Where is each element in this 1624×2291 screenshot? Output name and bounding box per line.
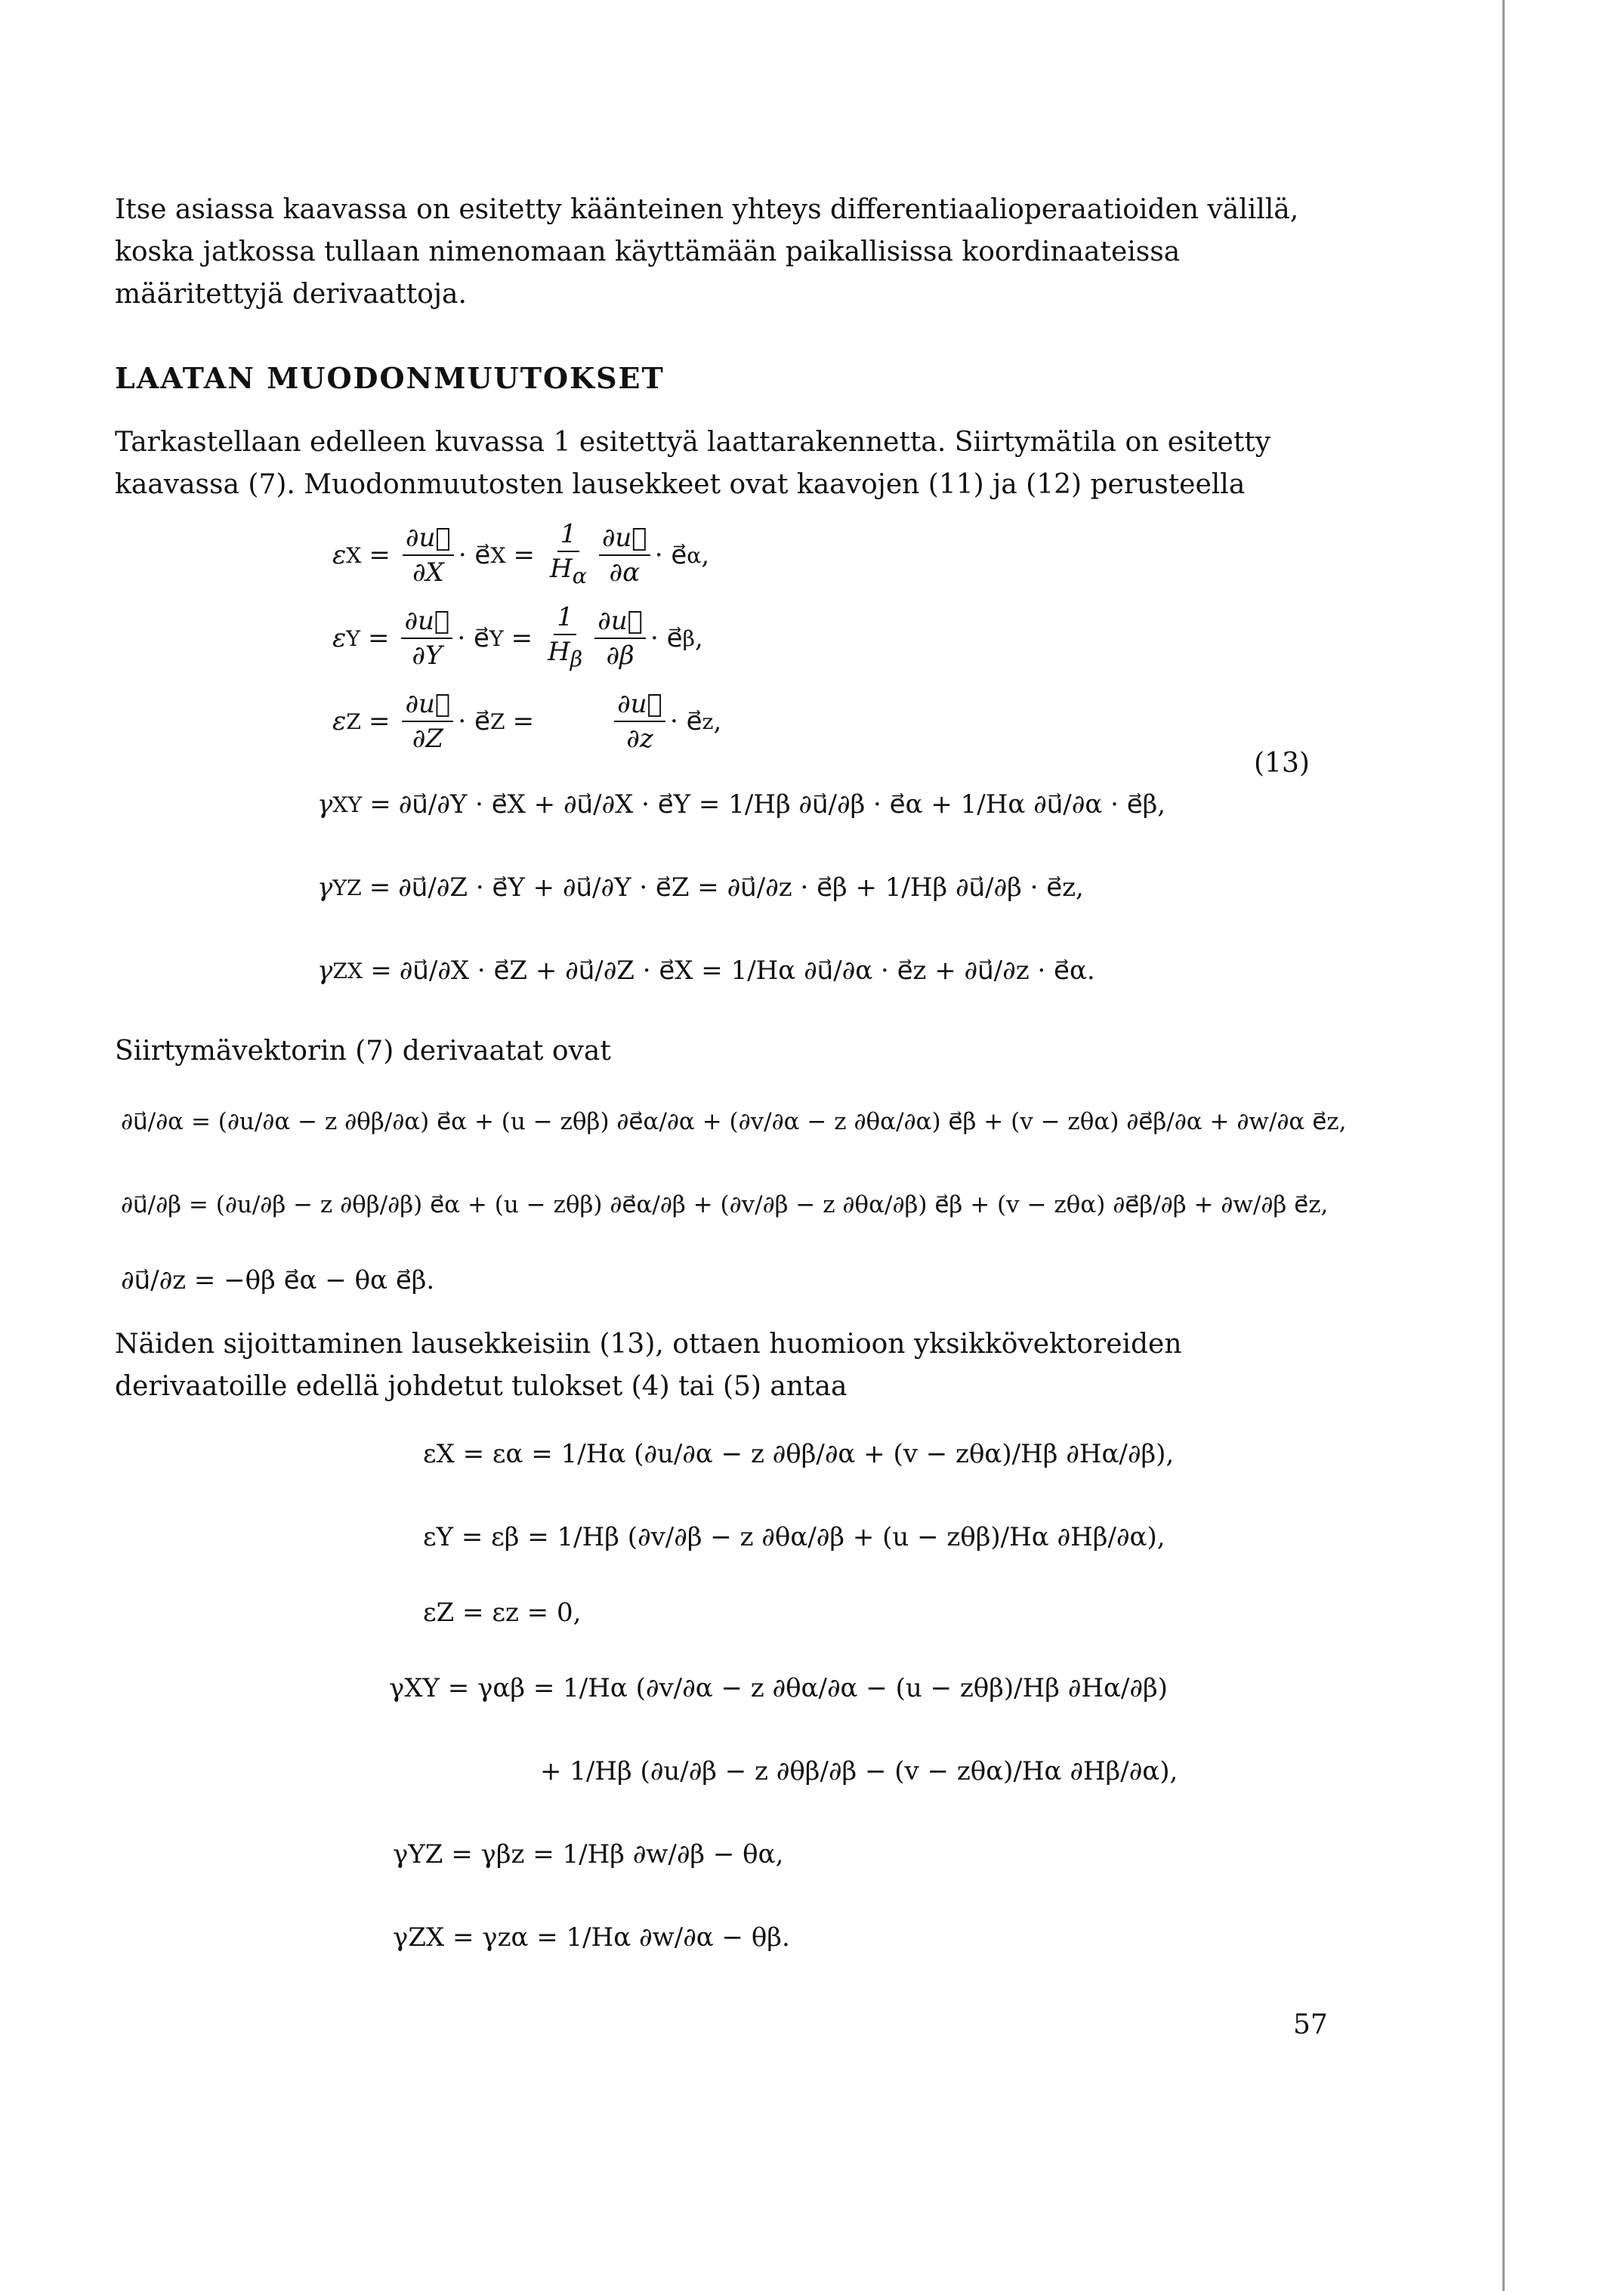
siirtyma-intro: Siirtymävektorin (7) derivaatat ovat (115, 1036, 611, 1067)
eq13-line-6: γ ZX = ∂u⃗/∂X · e⃗Z + ∂u⃗/∂Z · e⃗X = 1/Hα ∂u⃗/∂α · e⃗z + ∂u⃗/∂z · e⃗α. (317, 956, 1095, 986)
strain-eq-gamma-xy: γXY = γαβ = 1/Hα (∂v/∂α − z ∂θα/∂α − (u − zθβ)/Hβ ∂Hα/∂β) (389, 1673, 1168, 1703)
strain-eq-gamma-xy-cont: + 1/Hβ (∂u/∂β − z ∂θβ/∂β − (v − zθα)/Hα ∂Hβ/∂α), (540, 1756, 1178, 1786)
deriv-eq-alpha: ∂u⃗/∂α = (∂u/∂α − z ∂θβ/∂α) e⃗α + (u − zθβ) ∂e⃗α/∂α + (∂v/∂α − z ∂θα/∂α) e⃗β + (v − zθα) ∂e⃗β/∂α + ∂w/∂α e⃗z, (121, 1108, 1347, 1135)
strain-eq-gamma-yz: γYZ = γβz = 1/Hβ ∂w/∂β − θα, (393, 1839, 784, 1870)
eq13-line-5: γ YZ = ∂u⃗/∂Z · e⃗Y + ∂u⃗/∂Y · e⃗Z = ∂u⃗/∂z · e⃗β + 1/Hβ ∂u⃗/∂β · e⃗z, (317, 872, 1084, 903)
intro-paragraph: Itse asiassa kaavassa on esitetty käänteinen yhteys differentiaalioperaatioiden välillä, koska jatkossa tullaan nimenomaan käyttämään paikallisissa koordinaateissa määritettyjä derivaattoja. (115, 194, 1299, 310)
strain-eq-epsilon-z: εZ = εz = 0, (423, 1598, 582, 1628)
section-heading: LAATAN MUODONMUUTOKSET (115, 361, 665, 395)
deriv-eq-beta: ∂u⃗/∂β = (∂u/∂β − z ∂θβ/∂β) e⃗α + (u − zθβ) ∂e⃗α/∂β + (∂v/∂β − z ∂θα/∂β) e⃗β + (v − zθα) ∂e⃗β/∂β + ∂w/∂β e⃗z, (121, 1191, 1329, 1218)
scan-edge-line (1502, 0, 1505, 2291)
eq13-line-3: ε Z = $\frac{\partial u⃗}{\partial Z}$ · e⃗ Z = $\frac{\partial u⃗}{\partial z}$ · e⃗ z , (332, 689, 722, 754)
eq13-line-2: ε Y = $\frac{\partial u⃗}{\partial Y}$ · e⃗ Y = $\frac{1}{H_\beta}$ $\frac{\partial u⃗}{\partial\beta}$ · e⃗ β , (332, 602, 703, 672)
naiden-paragraph: Näiden sijoittaminen lausekkeisiin (13), ottaen huomioon yksikkövektoreiden derivaatoille edellä johdetut tulokset (4) tai (5) antaa (115, 1329, 1182, 1402)
eq13-line-1: ε X = $\frac{\partial u⃗}{\partial X}$ · e⃗ X = $\frac{1}{H_\alpha}$ $\frac{\partial u⃗}{\partial\alpha}$ · e⃗ α , (332, 519, 710, 588)
strain-eq-gamma-zx: γZX = γzα = 1/Hα ∂w/∂α − θβ. (393, 1922, 790, 1953)
strain-eq-epsilon-y: εY = εβ = 1/Hβ (∂v/∂β − z ∂θα/∂β + (u − zθβ)/Hα ∂Hβ/∂α), (423, 1522, 1166, 1552)
eq13-line-4: γ XY = ∂u⃗/∂Y · e⃗X + ∂u⃗/∂X · e⃗Y = 1/Hβ ∂u⃗/∂β · e⃗α + 1/Hα ∂u⃗/∂α · e⃗β, (317, 789, 1166, 820)
deriv-eq-z: ∂u⃗/∂z = −θβ e⃗α − θα e⃗β. (121, 1265, 435, 1295)
equation-number-13: (13) (1254, 748, 1310, 779)
section-paragraph: Tarkastellaan edelleen kuvassa 1 esitettyä laattarakennetta. Siirtymätila on esitetty kaavassa (7). Muodonmuutosten lausekkeet ovat kaavojen (11) ja (12) perusteella (115, 427, 1271, 500)
strain-eq-epsilon-x: εX = εα = 1/Hα (∂u/∂α − z ∂θβ/∂α + (v − zθα)/Hβ ∂Hα/∂β), (423, 1439, 1175, 1469)
page-number: 57 (1293, 2009, 1328, 2040)
